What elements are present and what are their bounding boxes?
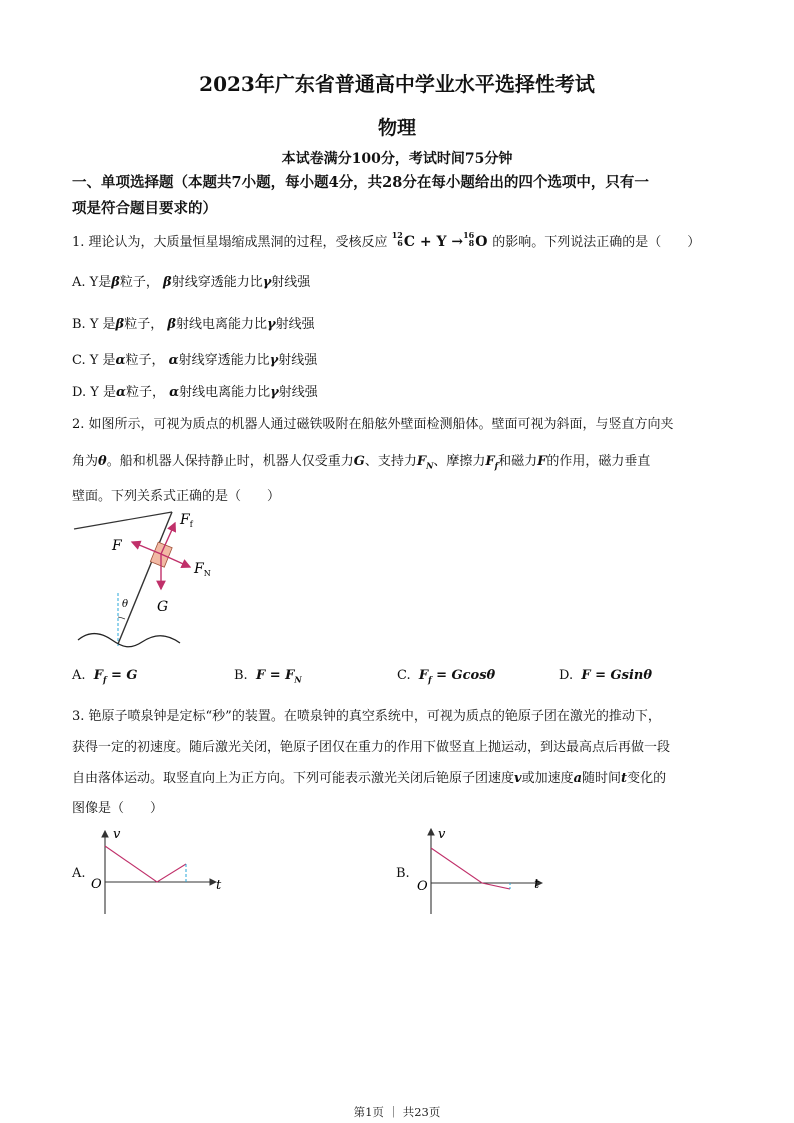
acceleration-symbol: a	[573, 771, 583, 786]
stem-text: 、摩擦力	[433, 454, 486, 469]
q1-stem-text: 1. 理论认为，大质量恒星塌缩成黑洞的过程，受核反应	[72, 235, 388, 250]
q2-stem-line3: 壁面。下列关系式正确的是（ ）	[72, 489, 281, 504]
stem-text: 或加速度	[521, 771, 574, 786]
option-subscript: f	[428, 674, 432, 685]
q2-stem-line2	[72, 450, 650, 471]
gamma-symbol: γ	[270, 385, 279, 400]
q1-option-d	[72, 381, 318, 400]
friction-symbol: F	[485, 454, 495, 469]
q2-option-a	[72, 668, 138, 685]
magnetic-force-label: F	[112, 538, 122, 554]
stem-text: 自由落体运动。取竖直向上为正方向。下列可能表示激光关闭后铯原子团速度	[72, 771, 515, 786]
q1-option-a	[72, 271, 310, 290]
stem-text: 随时间	[582, 771, 622, 786]
c-mass-number: 12	[391, 230, 403, 240]
option-formula: F = Gsinθ	[581, 668, 653, 683]
option-formula-rest: = Gcosθ	[431, 668, 496, 683]
q3-stem-line3	[72, 767, 666, 786]
nuclear-equation	[391, 230, 493, 250]
opt-text: 粒子，	[125, 385, 165, 400]
carbon-symbol: C	[403, 234, 415, 250]
gamma-symbol: γ	[267, 317, 276, 332]
theta-arc	[118, 617, 125, 619]
normal-force-label: $F_N$	[194, 561, 211, 578]
origin-label: O	[91, 877, 102, 892]
q2-option-d	[559, 668, 652, 683]
opt-text: 粒子，	[125, 353, 165, 368]
alpha-symbol: α	[115, 385, 126, 400]
opt-text: 射线电离能力比	[175, 317, 267, 332]
stem-text: 角为	[72, 454, 99, 469]
gravity-label: G	[157, 599, 169, 615]
q2-option-b	[234, 668, 302, 685]
exam-title: 2023年广东省普通高中学业水平选择性考试	[199, 72, 595, 96]
velocity-curve	[105, 846, 186, 882]
subject-title: 物理	[377, 117, 416, 139]
option-subscript: f	[103, 674, 107, 685]
stem-text: 变化的	[627, 771, 667, 786]
q3-stem-line2: 获得一定的初速度。随后激光关闭，铯原子团仅在重力的作用下做竖直上抛运动，到达最高点后再做一段	[72, 740, 671, 755]
option-formula-rest: = G	[106, 668, 138, 683]
opt-text: 射线强	[275, 317, 315, 332]
q2-stem-line1: 2. 如图所示，可视为质点的机器人通过磁铁吸附在船舷外壁面检测船体。壁面可视为斜面，与竖直方向夹	[72, 417, 674, 432]
theta-label: θ	[122, 599, 129, 610]
beta-symbol: β	[167, 317, 176, 332]
opt-text: 粒子，	[119, 275, 159, 290]
oxygen-symbol: O	[475, 234, 488, 250]
option-letter: C.	[397, 668, 411, 683]
page-footer: 第1页 ｜ 共23页	[353, 1105, 441, 1119]
option-letter: B.	[234, 668, 248, 683]
incline-force-diagram	[70, 507, 220, 655]
origin-label: O	[417, 879, 428, 894]
q1-stem-end: 的影响。下列说法正确的是（ ）	[492, 235, 701, 250]
water-surface	[78, 634, 180, 647]
q3-stem-line4: 图像是（ ）	[72, 801, 164, 816]
gamma-symbol: γ	[269, 353, 279, 368]
q3-stem-line1: 3. 铯原子喷泉钟是定标“秒”的装置。在喷泉钟的真空系统中，可视为质点的铯原子团在激光的推动下，	[72, 709, 661, 724]
opt-text: 射线穿透能力比	[178, 353, 270, 368]
stem-text: 的作用，磁力垂直	[546, 454, 651, 469]
q3-graph-b	[414, 826, 564, 918]
beta-symbol: β	[111, 275, 120, 290]
option-letter: D.	[559, 668, 574, 683]
option-subscript: N	[294, 674, 302, 685]
alpha-symbol: α	[115, 353, 126, 368]
o-atomic-number: 8	[468, 238, 475, 248]
alpha-symbol: α	[169, 385, 180, 400]
opt-text: 射线强	[271, 275, 311, 290]
option-formula: F	[418, 668, 429, 683]
alpha-symbol: α	[168, 353, 179, 368]
gravity-symbol: G	[353, 454, 365, 469]
opt-text: 射线穿透能力比	[171, 275, 263, 290]
opt-text: B. Y 是	[72, 317, 116, 332]
velocity-symbol: v	[514, 771, 522, 786]
q1-option-c	[72, 349, 317, 368]
o-mass-number: 16	[463, 230, 475, 240]
friction-subscript: f	[494, 460, 499, 471]
magnetic-force-symbol: F	[537, 454, 547, 469]
section-heading-line2: 项是符合题目要求的）	[72, 200, 217, 217]
stem-text: 、支持力	[364, 454, 417, 469]
opt-text: C. Y 是	[72, 353, 116, 368]
q2-option-c	[397, 668, 495, 685]
equation-middle: + Y →	[414, 234, 464, 250]
c-atomic-number: 6	[397, 238, 403, 248]
friction-label: $F_f$	[180, 512, 193, 529]
v-axis-label: v	[438, 827, 446, 842]
beta-symbol: β	[115, 317, 125, 332]
gamma-symbol: γ	[262, 275, 272, 290]
option-formula: F = F	[255, 668, 295, 683]
section-heading-line1: 一、单项选择题（本题共7小题，每小题4分，共28分在每小题给出的四个选项中，只有一	[72, 174, 649, 191]
opt-text: D. Y 是	[72, 385, 116, 400]
q1-stem	[72, 231, 700, 250]
q1-option-b	[72, 313, 315, 332]
t-axis-label: t	[534, 877, 540, 892]
normal-force-symbol: F	[416, 454, 427, 469]
q3-option-b-label: B.	[396, 866, 410, 881]
opt-text: 射线强	[278, 353, 318, 368]
opt-text: A. Y是	[72, 275, 112, 290]
exam-info: 本试卷满分100分，考试时间75分钟	[281, 151, 513, 167]
time-symbol: t	[621, 771, 628, 786]
normal-force-subscript: N	[426, 460, 434, 471]
option-letter: A.	[72, 668, 86, 683]
v-axis-label: v	[113, 827, 121, 842]
q3-option-a-label: A.	[72, 866, 86, 881]
top-edge-line	[74, 512, 172, 529]
theta-symbol: θ	[98, 454, 107, 469]
beta-symbol: β	[163, 275, 172, 290]
t-axis-label: t	[216, 878, 222, 893]
incline-wall-line	[118, 512, 172, 644]
option-formula: F	[93, 668, 104, 683]
stem-text: 和磁力	[498, 454, 538, 469]
opt-text: 粒子，	[124, 317, 164, 332]
stem-text: 。船和机器人保持静止时，机器人仅受重力	[106, 454, 354, 469]
opt-text: 射线强	[278, 385, 318, 400]
opt-text: 射线电离能力比	[179, 385, 271, 400]
q3-graph-a	[88, 826, 238, 918]
